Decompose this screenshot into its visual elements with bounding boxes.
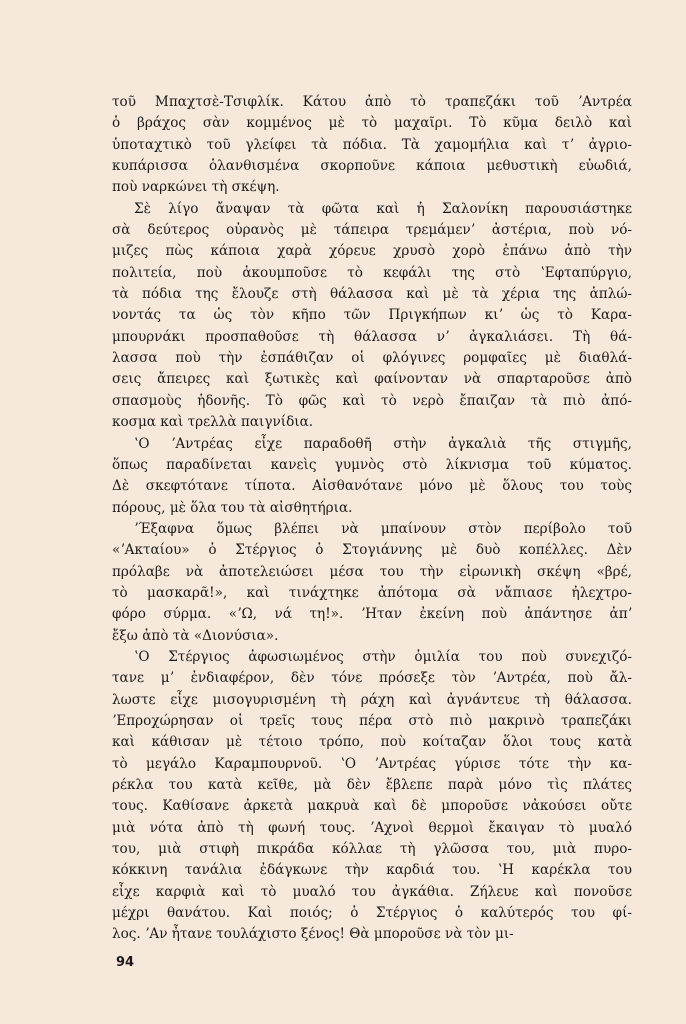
text-line: σεις ἄπειρες καὶ ξωτικὲς καὶ φαίνονταν νὰ σπαρταροῦσε ἀπὸ bbox=[112, 371, 632, 388]
text-line: τὰ πόδια της ἔλουζε στὴ θάλασσα καὶ μὲ τὰ χέρια της ἁπλώ- bbox=[112, 286, 632, 303]
text-line: ʼΕπροχώρησαν οἱ τρεῖς τους πέρα στὸ πιὸ μακρινὸ τραπεζάκι bbox=[112, 712, 632, 729]
text-line: μιζες πὼς κάποια χαρὰ χόρευε χρυσὸ χορὸ ἐπάνω ἀπὸ τὴν bbox=[112, 243, 632, 260]
paragraph bbox=[112, 199, 632, 434]
text-line: τὸ μασκαρᾶ!», καὶ τινάχτηκε ἀπότομα σὰ νἄπιασε ἠλεχτρο- bbox=[112, 584, 632, 601]
paragraph bbox=[112, 647, 632, 946]
body-text bbox=[112, 92, 632, 946]
text-line: ρέκλα του κατὰ κεῖθε, μὰ δὲν ἔβλεπε παρὰ μόνο τὶς πλάτες bbox=[112, 777, 632, 793]
text-line: πόρους, μὲ ὅλα του τὰ αἰσθητήρια. bbox=[112, 499, 353, 516]
text-line: κόκκινη τανάλια ἐδάγκωνε τὴν καρδιά του. ʽΗ καρέκλα του bbox=[112, 862, 632, 879]
text-line: ποὺ ναρκώνει τὴ σκέψη. bbox=[112, 179, 280, 196]
text-line: εἶχε καρφιὰ καὶ τὸ μυαλό του ἀγκάθια. Ζήλευε καὶ πονοῦσε bbox=[112, 883, 632, 900]
text-line: ὅπως παραδίνεται κανεὶς γυμνὸς στὸ λίκνισμα τοῦ κύματος. bbox=[112, 456, 632, 473]
text-line: κυπάρισσα ὁλανθισμένα σκορποῦνε κάποια μεθυστικὴ εὐωδιά, bbox=[112, 158, 632, 175]
text-line: νοντάς τα ὡς τὸν κῆπο τῶν Πριγκήπων κιʼ ὡς τὸ Καρα- bbox=[112, 307, 632, 324]
text-line: μιὰ νότα ἀπὸ τὴ φωνή τους. ʼΑχνοὶ θερμοὶ ἔκαιγαν τὸ μυαλό bbox=[112, 819, 632, 836]
paragraph bbox=[112, 434, 632, 519]
paragraph bbox=[112, 519, 632, 647]
text-line: τὸ μεγάλο Καραμπουρνοῦ. ʽΟ ʼΑντρέας γύρισε τότε τὴν κα- bbox=[112, 755, 632, 772]
text-line: καὶ κάθισαν μὲ τέτοιο τρόπο, ποὺ κοίταζαν ὅλοι τους κατὰ bbox=[112, 734, 632, 751]
text-line: ʽΟ Στέργιος ἀφωσιωμένος στὴν ὁμιλία του ποὺ συνεχιζό- bbox=[134, 648, 632, 665]
text-line: τους. Καθίσανε ἀρκετὰ μακρυὰ καὶ δὲ μποροῦσε νἀκούσει οὔτε bbox=[112, 798, 632, 815]
text-line: τοῦ Μπαχτσὲ-Τσιφλίκ. Κάτου ἀπὸ τὸ τραπεζάκι τοῦ ʼΑντρέα bbox=[112, 94, 632, 110]
text-line: σὰ δεύτερος οὐρανὸς μὲ τάπειρα τρεμάμενʼ ἀστέρια, ποὺ νό- bbox=[112, 222, 632, 239]
paragraph bbox=[112, 92, 632, 199]
text-line: πρόλαβε νὰ ἀποτελειώσει μέσα του τὴν εἰρωνικὴ σκέψη «βρέ, bbox=[112, 563, 632, 580]
text-line: σπασμοὺς ἡδονῆς. Τὸ φῶς καὶ τὸ νερὸ ἔπαιζαν τὰ πιὸ ἀπό- bbox=[112, 392, 632, 409]
page-number: 94 bbox=[116, 955, 135, 970]
text-line: μπουρνάκι προσπαθοῦσε τὴ θάλασσα νʼ ἀγκαλιάσει. Τὴ θά- bbox=[112, 328, 632, 345]
text-line: ὁ βράχος σὰν κομμένος μὲ τὸ μαχαῖρι. Τὸ κῦμα δειλὸ καὶ bbox=[112, 115, 632, 132]
text-line: μέχρι θανάτου. Καὶ ποιός; ὁ Στέργιος ὁ καλύτερός του φί- bbox=[112, 905, 632, 922]
text-line: «ʼΑκταίου» ὁ Στέργιος ὁ Στογιάννης μὲ δυὸ κοπέλλες. Δὲν bbox=[112, 542, 632, 559]
text-line: Σὲ λίγο ἄναψαν τὰ φῶτα καὶ ἡ Σαλονίκη παρουσιάστηκε bbox=[134, 200, 632, 217]
text-line: πολιτεία, ποὺ ἀκουμποῦσε τὸ κεφάλι της στὸ ʽΕφταπύργιο, bbox=[112, 264, 632, 281]
text-line: ʼΈξαφνα ὅμως βλέπει νὰ μπαίνουν στὸν περίβολο τοῦ bbox=[134, 520, 632, 537]
text-line: λωστε εἶχε μισογυρισμένη τὴ ράχη καὶ ἀγνάντευε τὴ θάλασσα. bbox=[112, 691, 632, 708]
text-line: Δὲ σκεφτότανε τίποτα. Αἰσθανότανε μόνο μὲ ὅλους του τοὺς bbox=[112, 478, 632, 495]
text-line: λασσα ποὺ τὴν ἐσπάθιζαν οἱ φλόγινες ρομφαῖες μὲ διαθλά- bbox=[112, 350, 632, 367]
text-line: λος. ʼΑν ἦτανε τουλάχιστο ξένος! Θὰ μποροῦσε νὰ τὸν μι- bbox=[112, 926, 514, 943]
text-line: ἔξω ἀπὸ τὰ «Διονύσια». bbox=[112, 627, 279, 644]
text-line: ὑποταχτικὸ τοῦ γλείφει τὰ πόδια. Τὰ χαμομήλια καὶ τʼ ἀγριο- bbox=[112, 136, 632, 153]
text-line: τανε μʼ ἐνδιαφέρον, δὲν τόνε πρόσεξε τὸν ʼΑντρέα, ποὺ ἄλ- bbox=[112, 670, 632, 687]
text-line: φόρο σύρμα. «ʼΩ, νά τη!». ʼΗταν ἐκείνη ποὺ ἀπάντησε ἀπʼ bbox=[112, 606, 632, 623]
text-line: του, μιὰ στιφὴ πικράδα κόλλαε τὴ γλῶσσα του, μιὰ πυρο- bbox=[112, 841, 632, 858]
text-line: κοσμα καὶ τρελλὰ παιγνίδια. bbox=[112, 414, 314, 431]
text-line: ʽΟ ʼΑντρέας εἶχε παραδοθῆ στὴν ἀγκαλιὰ τῆς στιγμῆς, bbox=[134, 435, 632, 452]
